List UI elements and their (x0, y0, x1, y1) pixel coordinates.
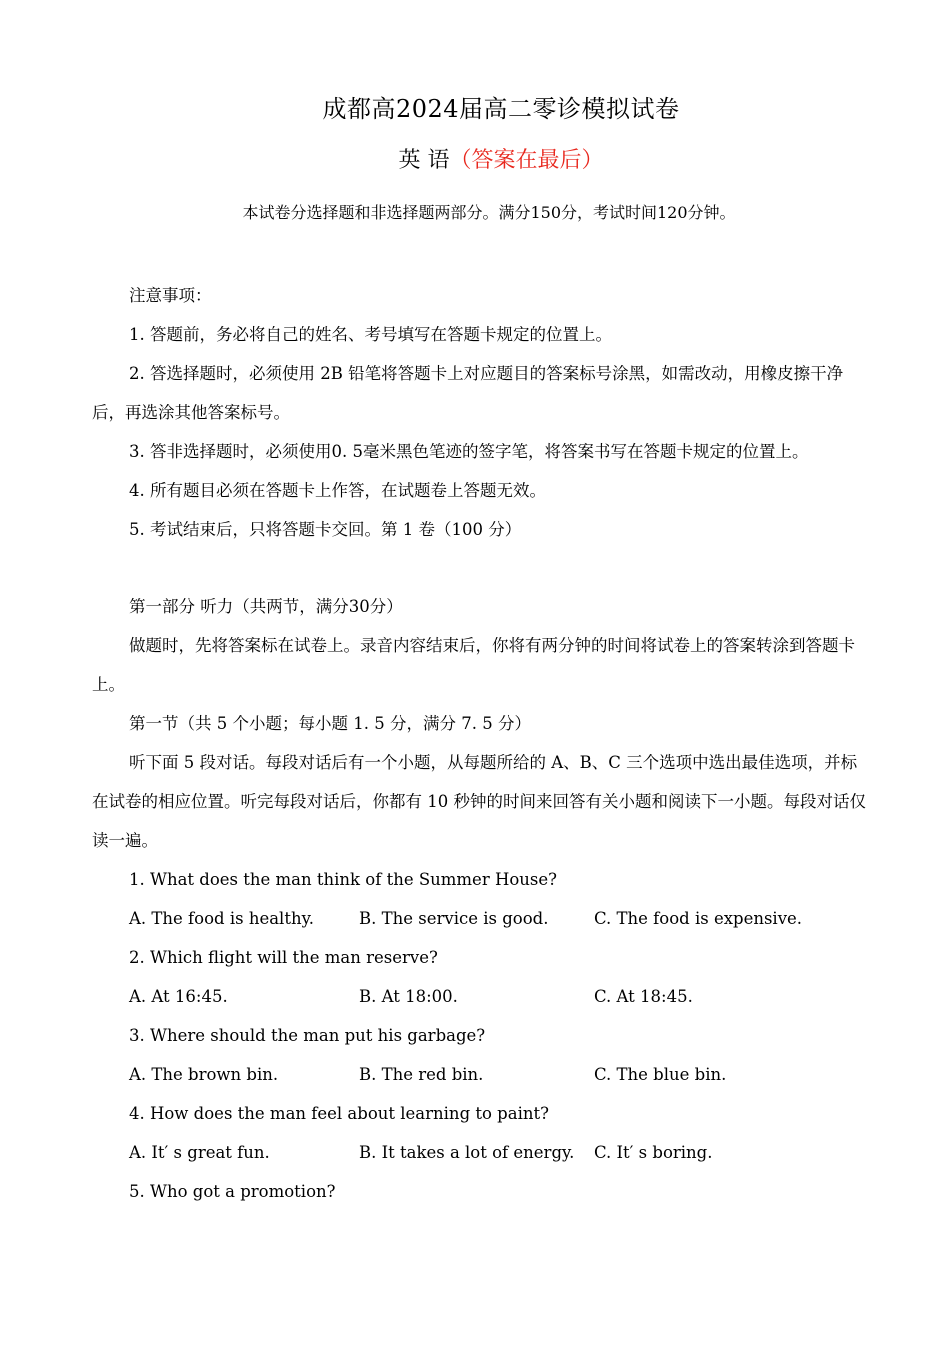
question-1-options (92, 899, 872, 938)
option-b: B. At 18:00. (359, 987, 458, 1006)
notice-heading: 注意事项： (129, 286, 212, 305)
section1-instructions: 听下面 5 段对话。每段对话后有一个小题，从每题所给的 A、B、C 三个选项中选出最佳选项，并标在试卷的相应位置。听完每段对话后，你都有 10 秒钟的时间来回答有关小题和阅读下一小题。每段对话仅读一遍。 (92, 753, 866, 850)
part1-heading: 第一部分 听力（共两节，满分30分） (129, 597, 403, 616)
option-b: B. The service is good. (359, 909, 549, 928)
question-4: 4. How does the man feel about learning to paint? (129, 1104, 549, 1123)
notice-item-5: 5. 考试结束后，只将答题卡交回。第 1 卷（100 分） (129, 520, 522, 539)
option-c: C. The food is expensive. (594, 909, 803, 928)
subject-name: 英 语 (398, 148, 450, 173)
option-b: B. It takes a lot of energy. (359, 1143, 575, 1162)
notice-item-2: 2. 答选择题时，必须使用 2B 铅笔将答题卡上对应题目的答案标号涂黑，如需改动，用橡皮擦干净后，再选涂其他答案标号。 (92, 364, 844, 422)
question-2-options (92, 977, 872, 1016)
subject-line (0, 144, 950, 178)
section1-heading: 第一节（共 5 个小题；每小题 1. 5 分，满分 7. 5 分） (129, 714, 531, 733)
option-a: A. The food is healthy. (129, 909, 314, 928)
option-a: A. It′ s great fun. (129, 1143, 270, 1162)
question-3-options (92, 1055, 872, 1094)
option-a: A. The brown bin. (129, 1065, 279, 1084)
option-c: C. The blue bin. (594, 1065, 727, 1084)
question-3: 3. Where should the man put his garbage? (129, 1026, 486, 1045)
option-c: C. It′ s boring. (594, 1143, 713, 1162)
spacer (92, 549, 872, 587)
notice-item-4: 4. 所有题目必须在答题卡上作答，在试题卷上答题无效。 (129, 481, 546, 500)
option-c: C. At 18:45. (594, 987, 693, 1006)
question-2: 2. Which flight will the man reserve? (129, 948, 438, 967)
question-5: 5. Who got a promotion? (129, 1182, 336, 1201)
option-a: A. At 16:45. (129, 987, 228, 1006)
question-4-options (92, 1133, 872, 1172)
option-b: B. The red bin. (359, 1065, 484, 1084)
notice-block (92, 276, 872, 1211)
notice-item-1: 1. 答题前，务必将自己的姓名、考号填写在答题卡规定的位置上。 (129, 325, 612, 344)
answer-note: （答案在最后） (449, 148, 604, 173)
exam-title: 成都高2024届高二零诊模拟试卷 (322, 95, 680, 123)
exam-intro: 本试卷分选择题和非选择题两部分。满分150分，考试时间120分钟。 (242, 203, 736, 222)
part1-instructions: 做题时，先将答案标在试卷上。录音内容结束后，你将有两分钟的时间将试卷上的答案转涂到答题卡上。 (92, 636, 855, 694)
notice-item-3: 3. 答非选择题时，必须使用0. 5毫米黑色笔迹的签字笔，将答案书写在答题卡规定的位置上。 (129, 442, 809, 461)
question-1: 1. What does the man think of the Summer House? (129, 870, 557, 889)
